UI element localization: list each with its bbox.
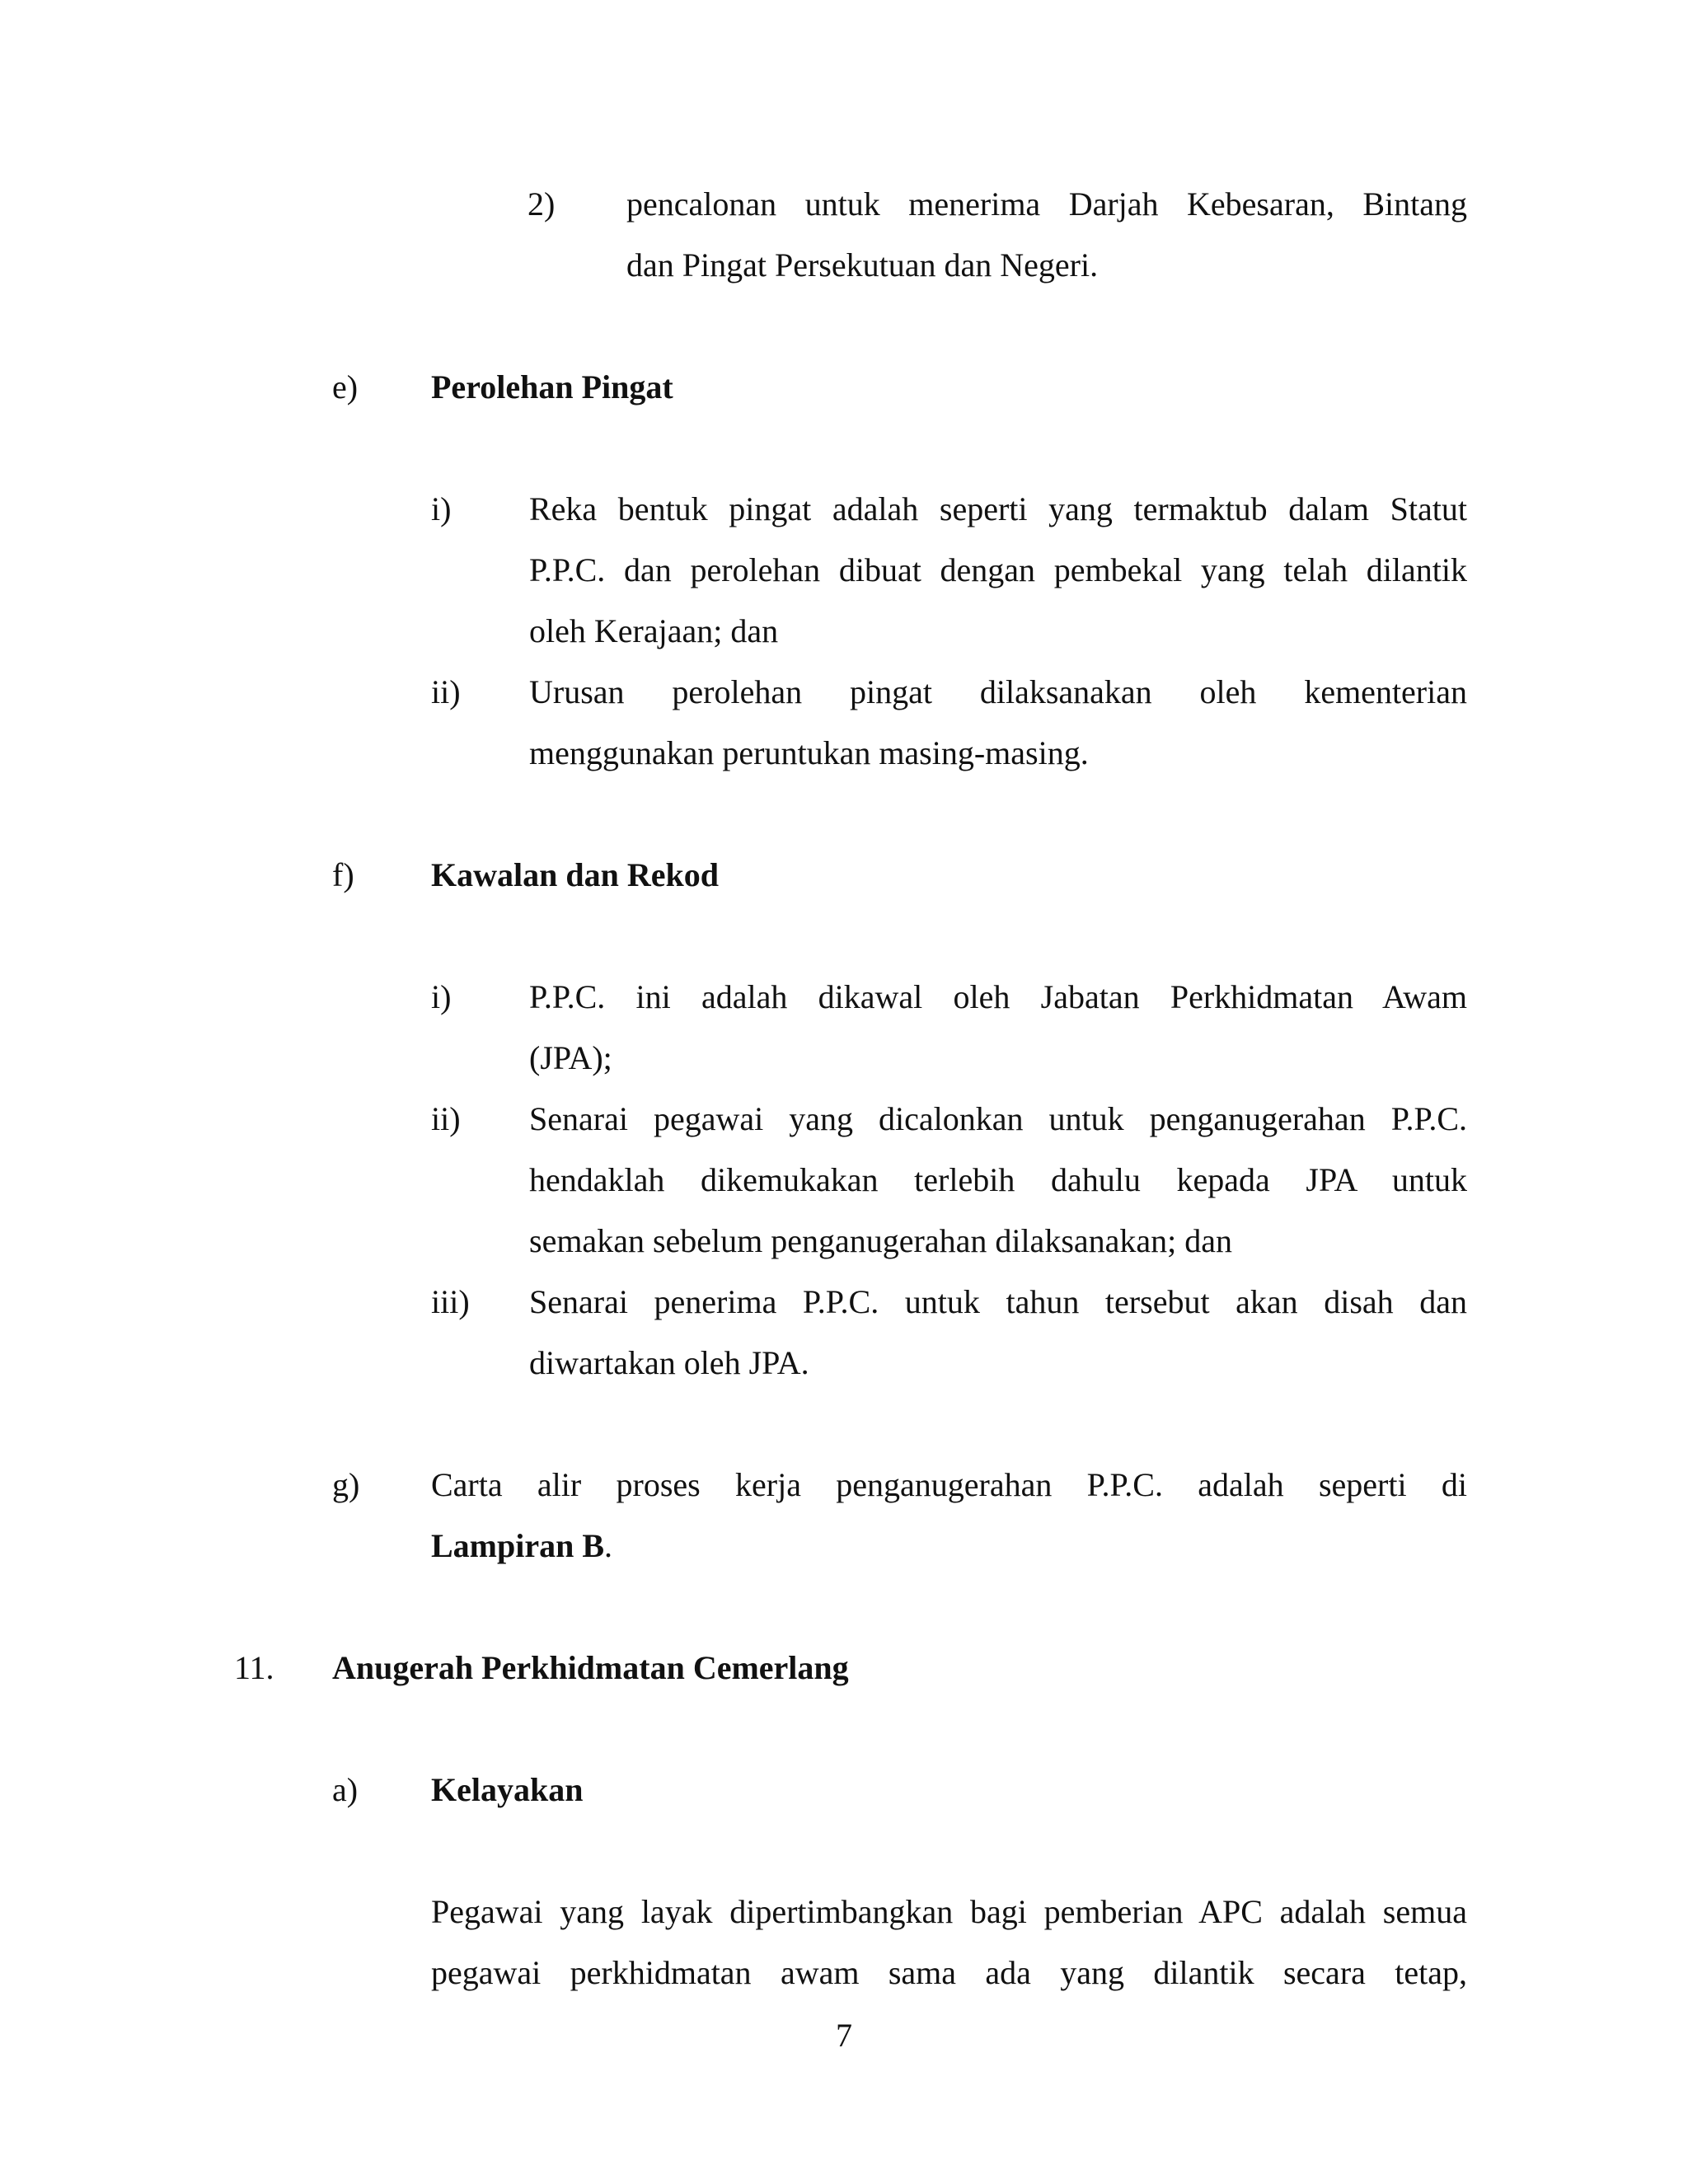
section-f-item-3-number: iii) (431, 1283, 470, 1320)
section-e-heading: Perolehan Pingat (431, 368, 673, 405)
section-f-item-1-line-2: (JPA); (529, 1039, 612, 1076)
section-f-item-3-line-1: Senarai penerima P.P.C. untuk tahun tersebut akan disah dan (529, 1283, 1467, 1320)
section-11-a-number: a) (332, 1771, 359, 1808)
section-g-line-2-end: . (604, 1527, 613, 1564)
section-e-item-1-line-2: P.P.C. dan perolehan dibuat dengan pembekal yang telah dilantik (529, 551, 1467, 588)
section-e-item-1-line-1: Reka bentuk pingat adalah seperti yang termaktub dalam Statut (529, 490, 1467, 527)
section-e-item-1-number: i) (431, 490, 452, 527)
section-f-item-2-line-3: semakan sebelum penganugerahan dilaksanakan; dan (529, 1222, 1233, 1259)
page-number: 7 (836, 2017, 852, 2054)
section-f-item-3-line-2: diwartakan oleh JPA. (529, 1344, 809, 1381)
item-2-line-2: dan Pingat Persekutuan dan Negeri. (626, 246, 1099, 284)
section-e-item-1-line-3: oleh Kerajaan; dan (529, 612, 779, 649)
section-e-item-2-line-2: menggunakan peruntukan masing-masing. (529, 734, 1089, 771)
section-11-heading: Anugerah Perkhidmatan Cemerlang (332, 1649, 849, 1686)
section-f-item-1-number: i) (431, 978, 452, 1015)
section-11-a-line-2: pegawai perkhidmatan awam sama ada yang dilantik secara tetap, (431, 1954, 1467, 1991)
section-f-item-2-line-1: Senarai pegawai yang dicalonkan untuk penganugerahan P.P.C. (529, 1100, 1467, 1137)
section-11-a-heading: Kelayakan (431, 1771, 584, 1808)
section-f-number: f) (332, 856, 354, 893)
section-f-item-2-line-2: hendaklah dikemukakan terlebih dahulu kepada JPA untuk (529, 1161, 1467, 1198)
section-g-number: g) (332, 1466, 360, 1503)
section-f-item-1-line-1: P.P.C. ini adalah dikawal oleh Jabatan Perkhidmatan Awam (529, 978, 1467, 1015)
section-g-line-1: Carta alir proses kerja penganugerahan P.P.C. adalah seperti di (431, 1466, 1467, 1503)
section-e-item-2-line-1: Urusan perolehan pingat dilaksanakan oleh kementerian (529, 673, 1467, 710)
section-g-line-2 (431, 1516, 1467, 1577)
section-11-number: 11. (234, 1649, 274, 1686)
section-f-item-2-number: ii) (431, 1100, 461, 1137)
lampiran-b-reference: Lampiran B (431, 1527, 605, 1564)
item-2-line-1: pencalonan untuk menerima Darjah Kebesaran, Bintang (626, 185, 1467, 223)
section-f-heading: Kawalan dan Rekod (431, 856, 719, 893)
item-2-number: 2) (528, 185, 556, 223)
section-e-item-2-number: ii) (431, 673, 461, 710)
section-11-a-line-1: Pegawai yang layak dipertimbangkan bagi pemberian APC adalah semua (431, 1893, 1467, 1930)
section-e-number: e) (332, 368, 359, 405)
